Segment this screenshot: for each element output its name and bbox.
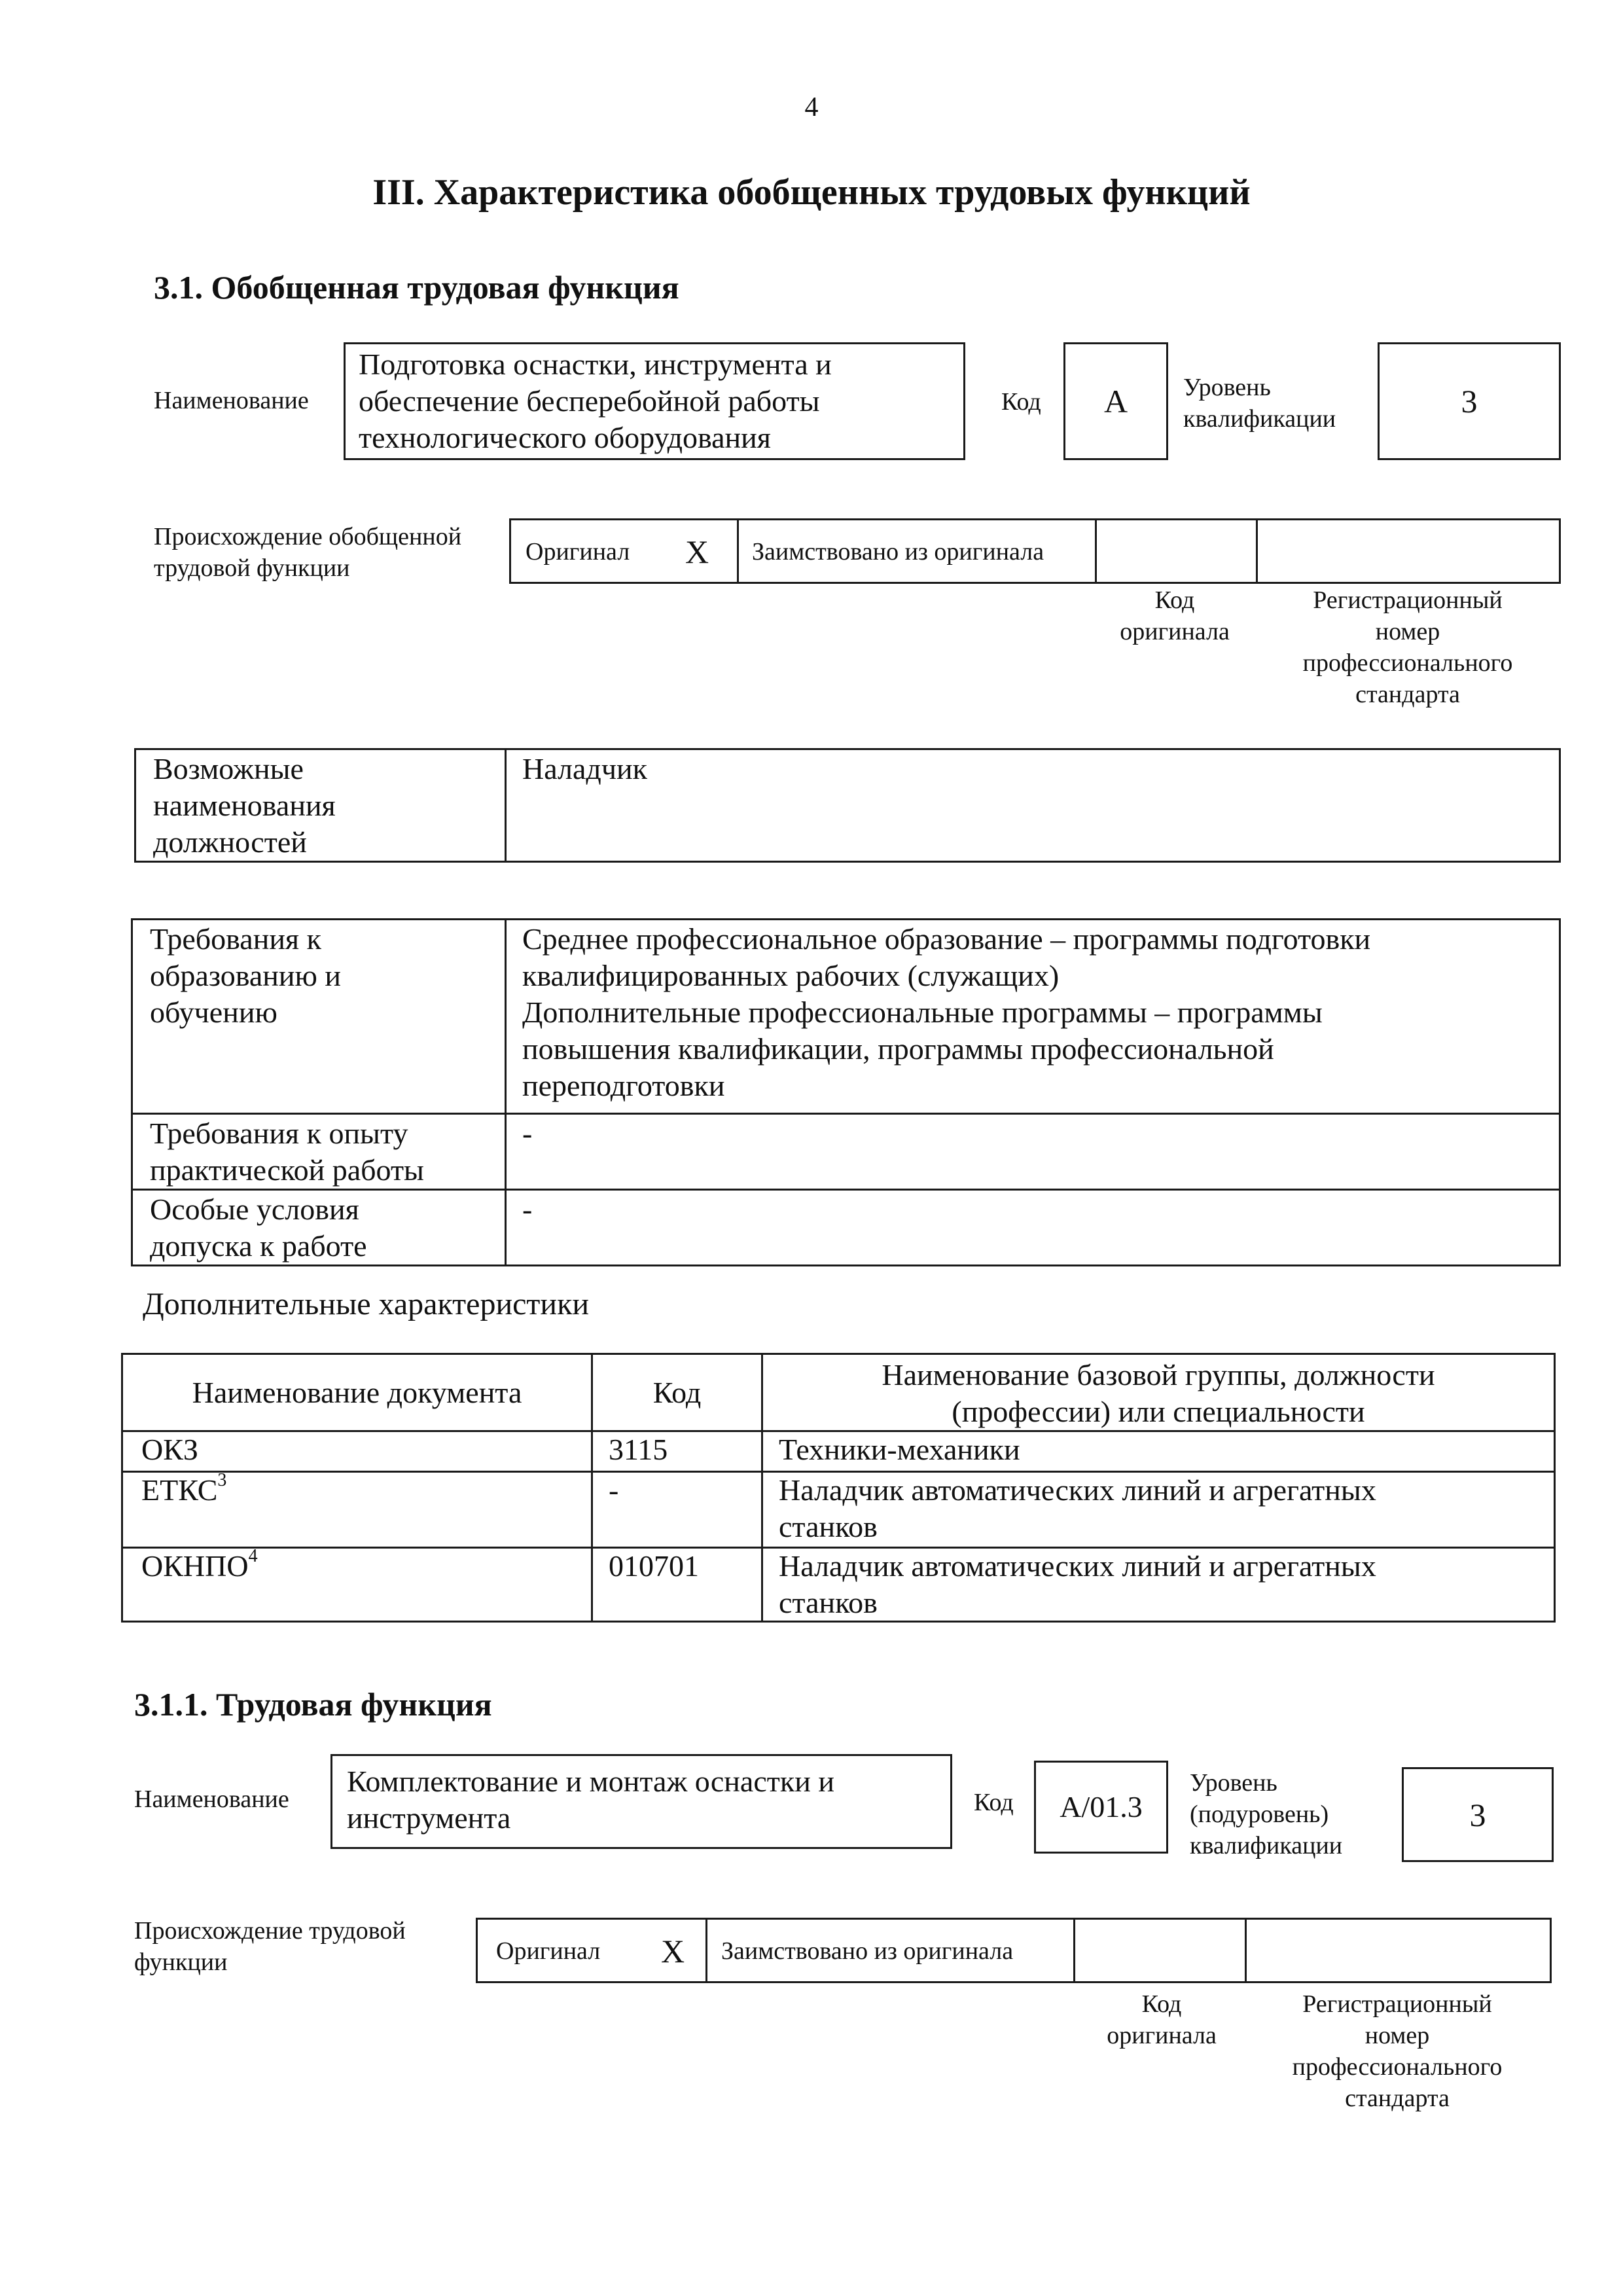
header-code: Код xyxy=(652,1375,702,1409)
row3-doc: ОКНПО xyxy=(141,1549,249,1583)
tf-origin-label-2: функции xyxy=(134,1948,228,1976)
conditions-label-2: допуска к работе xyxy=(150,1229,367,1263)
gtf-level-label-1: Уровень xyxy=(1183,374,1271,401)
gtf-name-label: Наименование xyxy=(154,387,309,414)
tf-level-box xyxy=(1402,1767,1554,1862)
education-label-1: Требования к xyxy=(150,922,321,956)
tf-name-line-1: Комплектование и монтаж оснастки и xyxy=(347,1765,834,1798)
additional-title: Дополнительные характеристики xyxy=(143,1287,590,1321)
gtf-name-line-2: обеспечение бесперебойной работы xyxy=(359,384,820,418)
education-value-3: Дополнительные профессиональные программы – программы xyxy=(522,996,1323,1029)
row3-code: 010701 xyxy=(609,1549,699,1583)
gtf-code-original-caption: Код оригинала xyxy=(1120,586,1230,645)
row2-code: - xyxy=(609,1473,619,1507)
tf-borrowed-label: Заимствовано из оригинала xyxy=(721,1937,1014,1965)
tf-origin-label-1: Происхождение трудовой xyxy=(134,1917,406,1945)
gtf-level-label-2: квалификации xyxy=(1183,405,1336,433)
tf-code-box xyxy=(1034,1761,1168,1854)
header-doc: Наименование документа xyxy=(192,1375,522,1409)
gtf-code-value: А xyxy=(1103,383,1128,420)
experience-label-1: Требования к опыту xyxy=(150,1117,408,1150)
tf-original-mark: X xyxy=(661,1933,685,1969)
education-label-2: образованию и xyxy=(150,959,341,992)
education-label-3: обучению xyxy=(150,996,277,1029)
row2-name-1: Наладчик автоматических линий и агрегатных xyxy=(779,1473,1376,1507)
gtf-code-box xyxy=(1063,342,1168,460)
tf-original-label: Оригинал xyxy=(496,1937,601,1965)
tf-level-value: 3 xyxy=(1469,1796,1486,1833)
header-name-1: Наименование базовой группы, должности xyxy=(882,1358,1435,1391)
row1-name: Техники-механики xyxy=(779,1433,1020,1466)
header-name-2: (профессии) или специальности xyxy=(952,1395,1365,1428)
tf-name-box xyxy=(330,1754,952,1849)
tf-name-line-2: инструмента xyxy=(347,1801,511,1835)
experience-value: - xyxy=(522,1117,533,1150)
gtf-origin-table xyxy=(509,518,1561,584)
conditions-label-1: Особые условия xyxy=(150,1193,359,1226)
row3-name-1: Наладчик автоматических линий и агрегатных xyxy=(779,1549,1376,1583)
tf-level-label-2: (подуровень) xyxy=(1190,1801,1329,1828)
additional-table xyxy=(121,1353,1556,1623)
gtf-name-line-3: технологического оборудования xyxy=(359,421,771,454)
row3-footnote: 4 xyxy=(248,1546,258,1566)
tf-reg-number-caption: Регистрационный номер профессионального стандарта xyxy=(1292,1990,1503,2112)
tf-origin-table xyxy=(476,1918,1552,1983)
requirements-table xyxy=(131,918,1561,1266)
gtf-original-label: Оригинал xyxy=(526,538,630,565)
positions-table xyxy=(134,748,1561,863)
table-row xyxy=(141,1471,226,1509)
tf-heading: 3.1.1. Трудовая функция xyxy=(134,1686,492,1723)
gtf-borrowed-label: Заимствовано из оригинала xyxy=(752,538,1044,565)
tf-level-label-1: Уровень xyxy=(1190,1769,1277,1797)
row1-code: 3115 xyxy=(609,1433,668,1466)
gtf-heading: 3.1. Обобщенная трудовая функция xyxy=(154,269,679,306)
section-title: III. Характеристика обобщенных трудовых функций xyxy=(372,172,1251,213)
row3-name-2: станков xyxy=(779,1586,878,1619)
education-value-2: квалифицированных рабочих (служащих) xyxy=(522,959,1060,992)
experience-label-2: практической работы xyxy=(150,1153,424,1187)
gtf-code-label: Код xyxy=(1001,388,1041,416)
education-value-5: переподготовки xyxy=(522,1069,725,1102)
tf-code-original-caption: Код оригинала xyxy=(1107,1990,1217,2049)
positions-label-3: должностей xyxy=(153,825,307,859)
gtf-level-value: 3 xyxy=(1461,383,1478,420)
gtf-name-line-1: Подготовка оснастки, инструмента и xyxy=(359,348,832,381)
conditions-value: - xyxy=(522,1193,533,1226)
gtf-original-mark: X xyxy=(685,533,709,570)
row1-doc: ОКЗ xyxy=(141,1433,198,1466)
table-row xyxy=(141,1547,258,1585)
table-row xyxy=(141,1431,198,1469)
gtf-name-box xyxy=(344,342,965,460)
row2-name-2: станков xyxy=(779,1510,878,1543)
tf-name-label: Наименование xyxy=(134,1785,289,1813)
tf-code-value: А/01.3 xyxy=(1060,1790,1143,1823)
gtf-level-box xyxy=(1378,342,1561,460)
gtf-origin-label-2: трудовой функции xyxy=(154,554,350,582)
education-value-1: Среднее профессиональное образование – программы подготовки xyxy=(522,922,1371,956)
positions-label-2: наименования xyxy=(153,789,336,822)
gtf-origin-label-1: Происхождение обобщенной xyxy=(154,523,462,550)
tf-level-label-3: квалификации xyxy=(1190,1832,1343,1859)
positions-value: Наладчик xyxy=(522,752,647,785)
row2-doc: ЕТКС xyxy=(141,1473,218,1507)
positions-label-1: Возможные xyxy=(153,752,304,785)
gtf-reg-number-caption: Регистрационный номер профессионального стандарта xyxy=(1302,586,1513,708)
education-value-4: повышения квалификации, программы профессиональной xyxy=(522,1032,1274,1066)
row2-footnote: 3 xyxy=(217,1470,227,1490)
page-number: 4 xyxy=(804,92,819,122)
tf-code-label: Код xyxy=(974,1789,1014,1816)
